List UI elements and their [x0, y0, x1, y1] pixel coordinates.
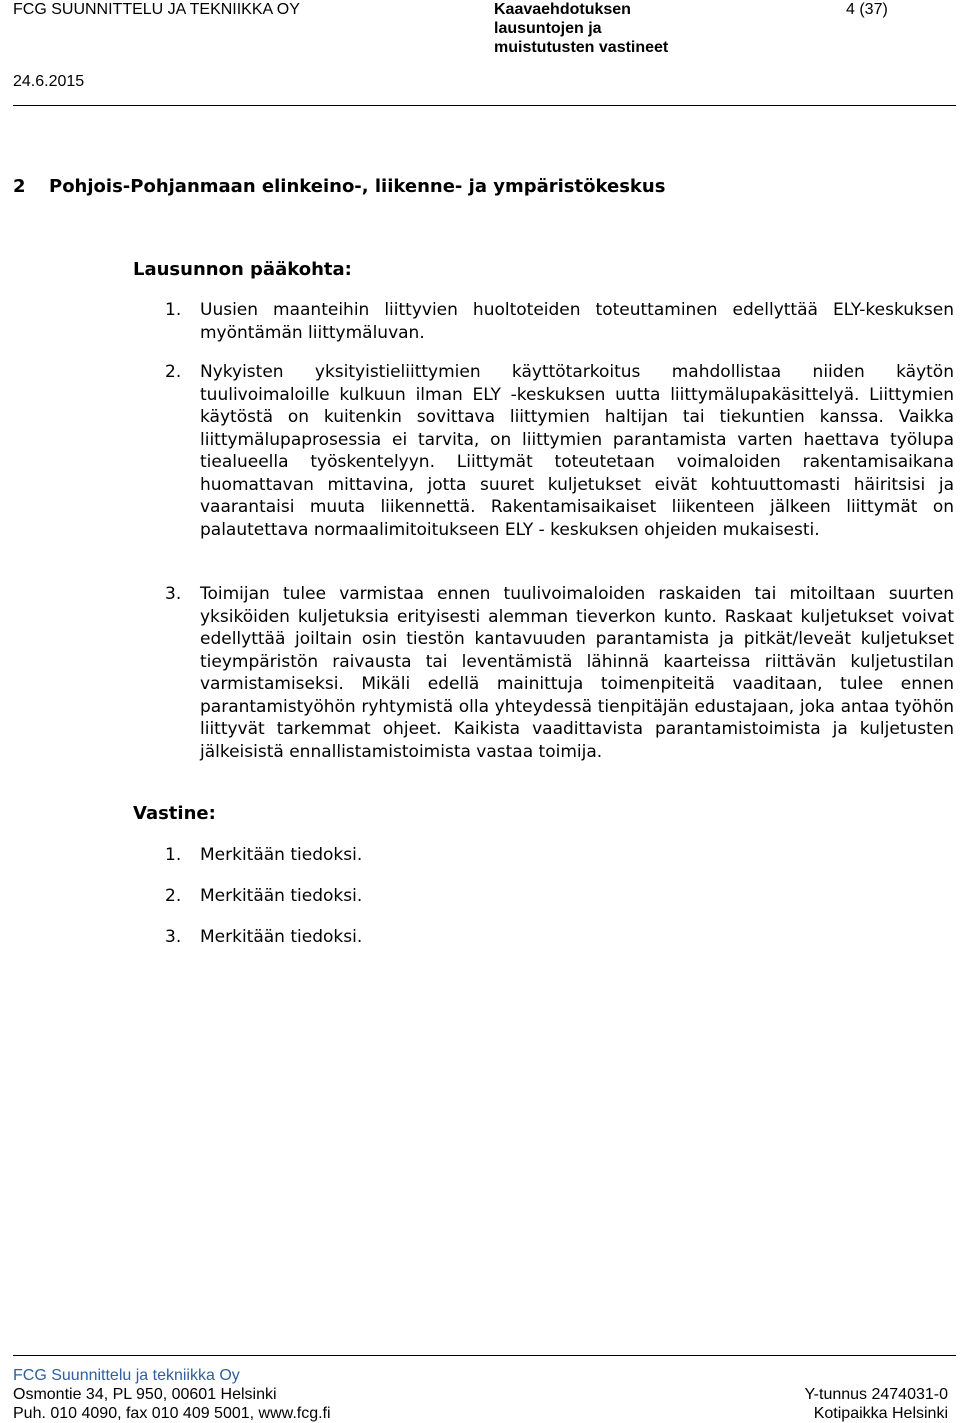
vastine-item-1	[165, 844, 954, 867]
header-company: FCG SUUNNITTELU JA TEKNIIKKA OY	[13, 1, 300, 18]
lausunto-item-number: 3.	[165, 584, 182, 604]
lausunto-item-2	[165, 361, 954, 541]
footer-address: Osmontie 34, PL 950, 00601 Helsinki	[13, 1386, 277, 1403]
footer-domicile: Kotipaikka Helsinki	[813, 1405, 948, 1422]
vastine-heading: Vastine:	[133, 803, 216, 824]
page-number: 4 (37)	[846, 1, 888, 18]
lausunto-heading: Lausunnon pääkohta:	[133, 259, 352, 280]
section-heading	[13, 176, 665, 197]
document-title-line-1: Kaavaehdotuksen	[494, 1, 631, 18]
footer-right	[804, 1385, 948, 1423]
document-title-line-3: muistutusten vastineet	[494, 39, 669, 56]
vastine-item-number: 1.	[165, 845, 182, 865]
vastine-item-number: 2.	[165, 886, 182, 906]
vastine-item-text: Merkitään tiedoksi.	[200, 927, 363, 947]
document-title	[494, 0, 668, 57]
lausunto-item-number: 2.	[165, 362, 182, 382]
lausunto-item-1	[165, 299, 954, 344]
footer-business-id: Y-tunnus 2474031-0	[804, 1386, 948, 1403]
vastine-item-text: Merkitään tiedoksi.	[200, 845, 363, 865]
header-divider	[13, 105, 956, 106]
lausunto-item-3	[165, 583, 954, 763]
lausunto-item-text: Nykyisten yksityistieliittymien käyttötarkoitus mahdollistaa niiden käytön tuulivoimaloille kulkuun ilman ELY -keskuksen uutta liittymälupakäsittelyä. Liittymien käytöstä on kuitenkin sovittava liittymien haltijan tai tiekuntien kanssa. Vaikka liittymälupaprosessia ei tarvita, on liittymien parantamista varten haettava työlupa tiealueella työskentelyyn. Liittymät toteutetaan voimaloiden rakentamisaikana huomattavan mittavina, jotta suuret kuljetukset eivät kohtuuttomasti häiritsisi ja vaarantaisi muuta liikennettä. Rakentamisaikaiset liikenteen jälkeen liittymät on palautettava normaalimitoitukseen ELY - keskuksen ohjeiden mukaisesti.	[200, 362, 954, 540]
footer-divider	[13, 1355, 956, 1356]
lausunto-item-text: Toimijan tulee varmistaa ennen tuulivoimaloiden raskaiden tai mitoiltaan suurten yksiköiden kuljetuksia erityisesti alemman tieverkon kunto. Raskaat kuljetukset voivat edellyttää joiltain osin tiestön kantavuuden parantamista ja pitkät/leveät kuljetukset tieympäristön raivausta tai leventämistä lähinnä kaarteissa riittävän kuljetustilan varmistamiseksi. Mikäli edellä mainittuja toimenpiteitä vaaditaan, tulee ennen parantamistyöhön ryhtymistä olla yhteydessä tienpitäjän edustajaan, joka antaa työhön liittyvät tarkemmat ohjeet. Kaikista vaadittavista parantamistoimista ja kuljetusten jälkeisistä ennallistamistoimista vastaa toimija.	[200, 584, 954, 762]
footer-left	[13, 1366, 331, 1423]
lausunto-item-text: Uusien maanteihin liittyvien huoltoteiden toteuttaminen edellyttää ELY-keskuksen myöntämän liittymäluvan.	[200, 300, 954, 343]
footer-company: FCG Suunnittelu ja tekniikka Oy	[13, 1367, 240, 1384]
lausunto-item-number: 1.	[165, 300, 182, 320]
footer-contact: Puh. 010 4090, fax 010 409 5001, www.fcg.fi	[13, 1405, 331, 1422]
section-number: 2	[13, 176, 26, 197]
document-date: 24.6.2015	[13, 73, 85, 90]
vastine-item-text: Merkitään tiedoksi.	[200, 886, 363, 906]
vastine-item-3	[165, 926, 954, 949]
document-title-line-2: lausuntojen ja	[494, 20, 602, 37]
section-title: Pohjois-Pohjanmaan elinkeino-, liikenne- ja ympäristökeskus	[49, 176, 666, 197]
vastine-item-2	[165, 885, 954, 908]
vastine-item-number: 3.	[165, 927, 182, 947]
